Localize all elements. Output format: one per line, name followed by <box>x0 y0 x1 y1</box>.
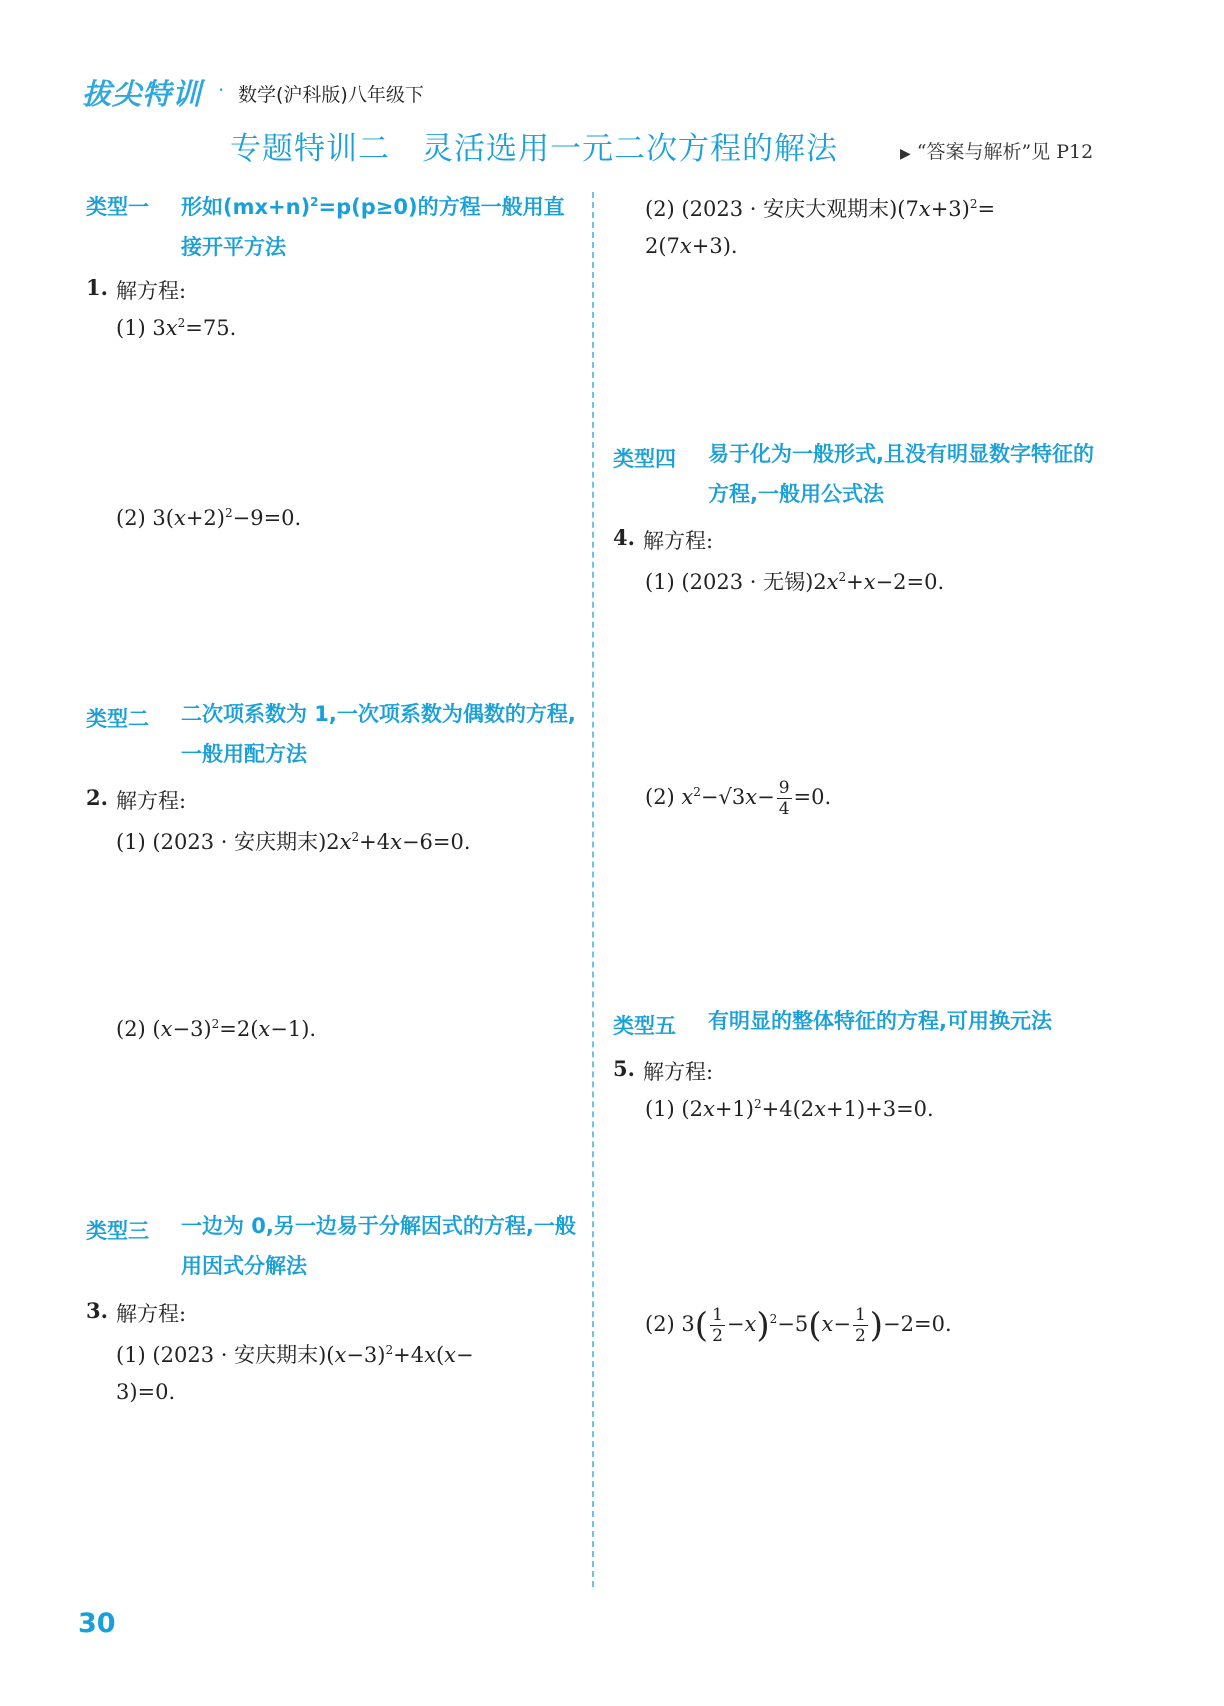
series-logo: 拔尖特训 <box>82 77 203 111</box>
q2-part-1: (1) (2023 · 安庆期末)$2x^2+4x-6=0$. <box>116 830 471 854</box>
type-2-tag: 类型二 <box>86 707 149 731</box>
type-3-description: 一边为 0,另一边易于分解因式的方程,一般用因式分解法 <box>181 1214 576 1278</box>
answer-reference <box>900 137 1093 164</box>
type-1-desc-a: 形如(mx+n) <box>181 195 311 219</box>
page-number: 30 <box>78 1608 116 1639</box>
type-1-description <box>181 182 581 267</box>
question-4-text: 解方程: <box>643 529 714 553</box>
q3-part-2-line-2: 2(7x+3). <box>645 234 738 258</box>
q1-part-1: (1) $3x^2=75$. <box>116 316 237 340</box>
column-divider <box>592 192 594 1587</box>
type-1-tag: 类型一 <box>86 195 149 219</box>
question-4-number: 4. <box>613 525 635 550</box>
question-1-text: 解方程: <box>116 279 187 303</box>
question-5-text: 解方程: <box>643 1060 714 1084</box>
q3-part-1-line-1: (1) (2023 · 安庆期末)$(x-3)^2+4x(x-$ <box>116 1343 474 1367</box>
header-separator: · <box>218 78 225 102</box>
question-1-number: 1. <box>86 275 108 300</box>
question-3-text: 解方程: <box>116 1302 187 1326</box>
type-4-tag: 类型四 <box>613 447 676 471</box>
type-1-desc-b: =p(p≥0)的方程一般用直接开平方法 <box>181 195 565 259</box>
q1-part-2: (2) $3(x+2)^2-9=0$. <box>116 506 302 530</box>
q2-part-2: (2) $(x-3)^2=2(x-1)$. <box>116 1017 317 1041</box>
question-5-number: 5. <box>613 1056 635 1081</box>
type-3-tag: 类型三 <box>86 1219 149 1243</box>
triangle-icon: ▶ <box>900 146 911 162</box>
type-5-tag: 类型五 <box>613 1014 676 1038</box>
q3-part-1-line-2: 3)=0. <box>116 1380 176 1404</box>
q4-part-2: (2) $x^2-√3x-$ $\frac{9}{4}$ =0. <box>645 778 832 819</box>
question-2-number: 2. <box>86 785 108 810</box>
type-5-description: 有明显的整体特征的方程,可用换元法 <box>708 1009 1052 1033</box>
type-1-sup: 2 <box>310 195 319 209</box>
q4-part-1: (1) (2023 · 无锡)$2x^2+x-2=0$. <box>645 570 945 594</box>
answer-reference-text: “答案与解析”见 P12 <box>916 141 1094 163</box>
book-subject: 数学(沪科版)八年级下 <box>238 84 424 106</box>
q5-part-1: (1) $(2x+1)^2+4(2x+1)+3=0$. <box>645 1097 934 1121</box>
q5-part-2: (2) 3( $\frac{1}{2}$ −x)$^2$−5(x− $\frac{1}{2}$ )−2=0. <box>645 1305 952 1346</box>
page-title: 专题特训二 灵活选用一元二次方程的解法 <box>230 131 838 167</box>
question-2-text: 解方程: <box>116 789 187 813</box>
type-2-description: 二次项系数为 1,一次项系数为偶数的方程,一般用配方法 <box>181 702 576 766</box>
type-4-description: 易于化为一般形式,且没有明显数字特征的方程,一般用公式法 <box>708 442 1094 506</box>
question-3-number: 3. <box>86 1298 108 1323</box>
q3-part-2-line-1: (2) (2023 · 安庆大观期末)$(7x+3)^2=$ <box>645 197 996 221</box>
